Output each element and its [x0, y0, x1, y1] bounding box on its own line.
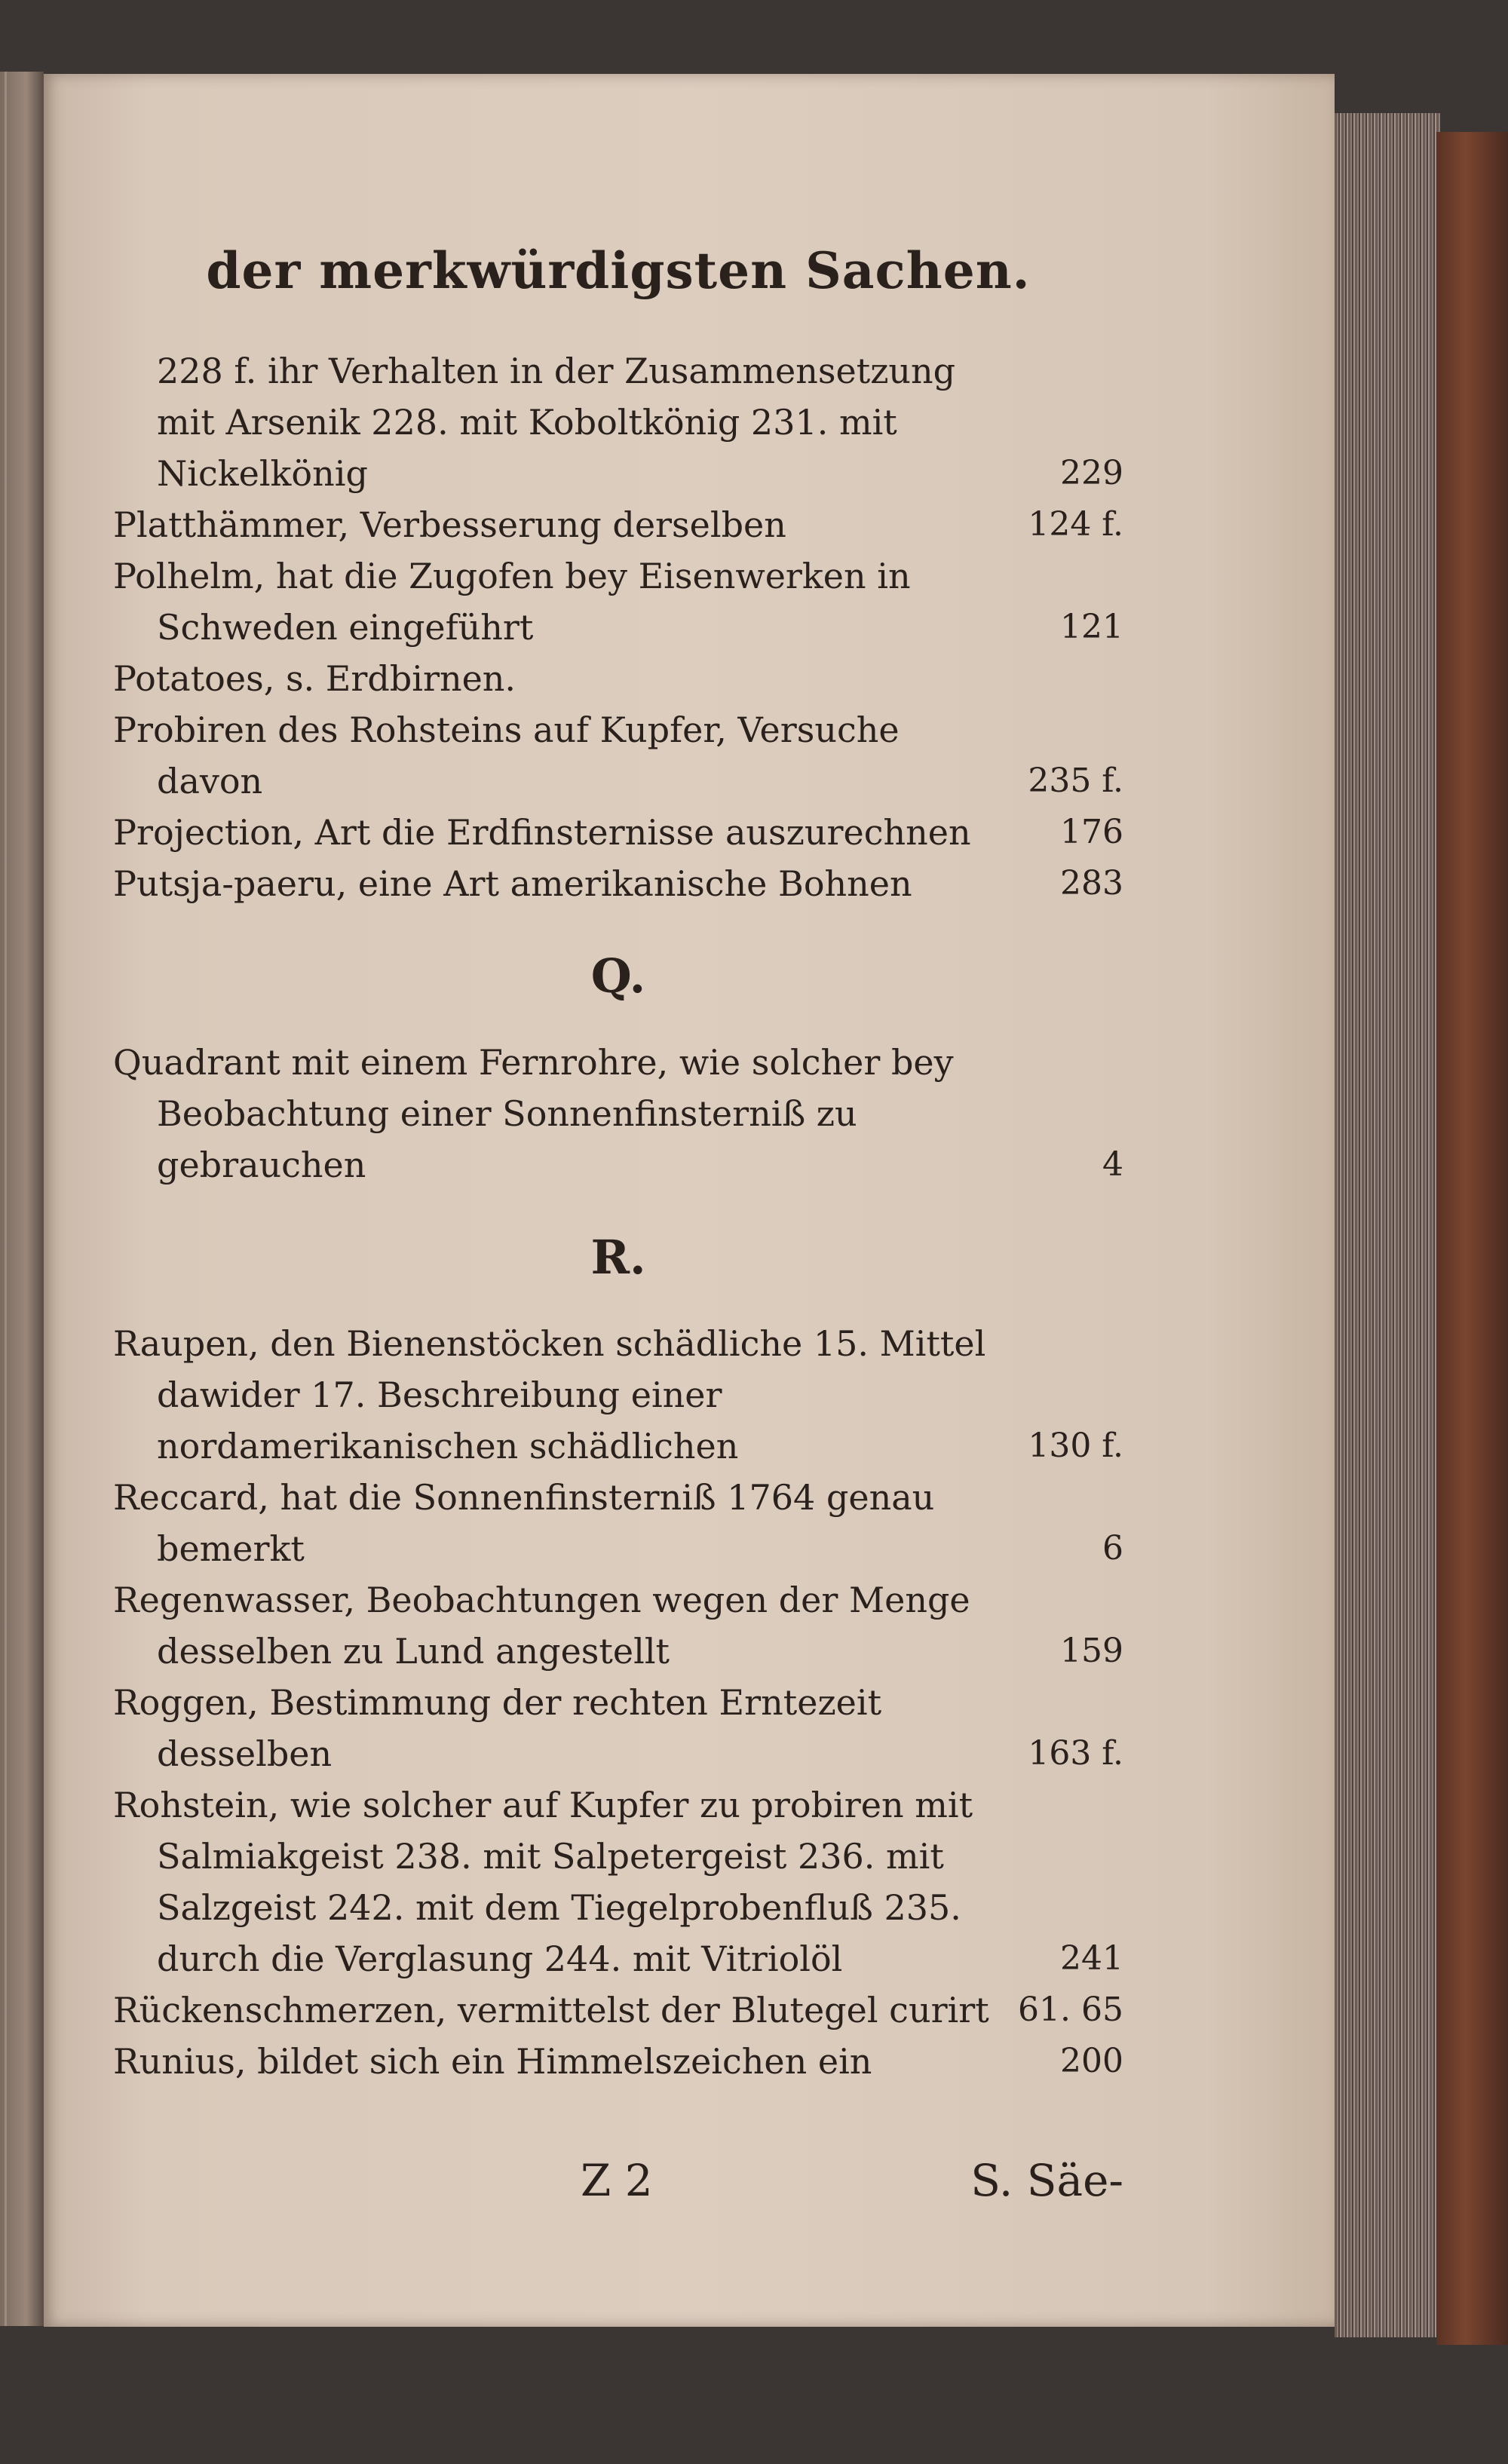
entry-text: Projection, Art die Erdfinsternisse auszurechnen [113, 812, 971, 853]
entry-text: 228 f. ihr Verhalten in der Zusammensetzung mit Arsenik 228. mit Koboltkönig 231. mit Nickelkönig [157, 351, 956, 494]
entry-page: 124 f. [1028, 505, 1123, 544]
index-entry [113, 1984, 1123, 2036]
index-entry [113, 807, 1123, 858]
page-block-edge [1335, 113, 1440, 2337]
entry-page: 121 [1060, 608, 1123, 646]
entry-page: 241 [1060, 1939, 1123, 1978]
index-entry [113, 1574, 1123, 1677]
entry-page: 61. 65 [1018, 1991, 1123, 2029]
entry-page: 130 f. [1028, 1427, 1123, 1465]
catchword: S. Säe- [970, 2155, 1123, 2206]
index-entry [113, 1037, 1123, 1191]
entry-text: Rückenschmerzen, vermittelst der Blutegel curirt [113, 1990, 989, 2030]
book-cover [1436, 132, 1508, 2345]
section-letter-r: R. [590, 1230, 646, 1285]
entry-text: Rohstein, wie solcher auf Kupfer zu probiren mit Salmiakgeist 238. mit Salpetergeist 236. mit Salzgeist 242. mit dem Tiegelprobenfluß 235. durch die Verglasung 244. mit Vitriolöl [113, 1785, 973, 1979]
index-entry [113, 1779, 1123, 1984]
entry-text: Putsja-paeru, eine Art amerikanische Bohnen [113, 863, 912, 904]
entry-text: Probiren des Rohsteins auf Kupfer, Versuche davon [113, 709, 900, 801]
page-footer [113, 2155, 1123, 2223]
entry-text: Platthämmer, Verbesserung derselben [113, 504, 786, 545]
entry-text: Quadrant mit einem Fernrohre, wie solcher bey Beobachtung einer Sonnenfinsterniß zu gebrauchen [113, 1042, 954, 1185]
index-entry [113, 858, 1123, 909]
entry-page: 6 [1102, 1529, 1123, 1568]
entry-page: 159 [1060, 1632, 1123, 1670]
entry-page: 4 [1102, 1145, 1123, 1184]
index-entry [113, 1677, 1123, 1779]
index-entry [113, 653, 1123, 704]
running-head: der merkwürdigsten Sachen. [206, 241, 1031, 300]
entry-page: 283 [1060, 864, 1123, 903]
entry-text: Raupen, den Bienenstöcken schädliche 15. Mittel dawider 17. Beschreibung einer nordamerikanischen schädlichen [113, 1323, 986, 1466]
entry-text: Potatoes, s. Erdbirnen. [113, 658, 516, 699]
signature-mark: Z 2 [581, 2155, 653, 2206]
entry-text: Runius, bildet sich ein Himmelszeichen ein [113, 2041, 872, 2082]
index-entry [113, 499, 1123, 550]
entry-text: Roggen, Bestimmung der rechten Erntezeit desselben [113, 1682, 882, 1774]
index-entry [113, 1318, 1123, 1472]
entry-page: 176 [1060, 813, 1123, 851]
left-page-edge [0, 72, 44, 2326]
entry-text: Polhelm, hat die Zugofen bey Eisenwerken in Schweden eingeführt [113, 556, 911, 648]
entries-p [113, 345, 1123, 909]
entry-page: 163 f. [1028, 1734, 1123, 1773]
section-letter-q: Q. [590, 949, 646, 1004]
index-entry [113, 704, 1123, 807]
page-content [113, 226, 1123, 2223]
entry-page: 200 [1060, 2042, 1123, 2080]
entry-page: 235 f. [1028, 762, 1123, 800]
entry-text: Regenwasser, Beobachtungen wegen der Menge desselben zu Lund angestellt [113, 1580, 970, 1672]
entries-r [113, 1318, 1123, 2087]
index-entry [113, 550, 1123, 653]
entries-q [113, 1037, 1123, 1191]
index-entry [113, 2036, 1123, 2087]
entry-text: Reccard, hat die Sonnenfinsterniß 1764 genau bemerkt [113, 1477, 935, 1569]
entry-page: 229 [1060, 454, 1123, 492]
index-entry [113, 1472, 1123, 1574]
index-entry [113, 345, 1123, 499]
